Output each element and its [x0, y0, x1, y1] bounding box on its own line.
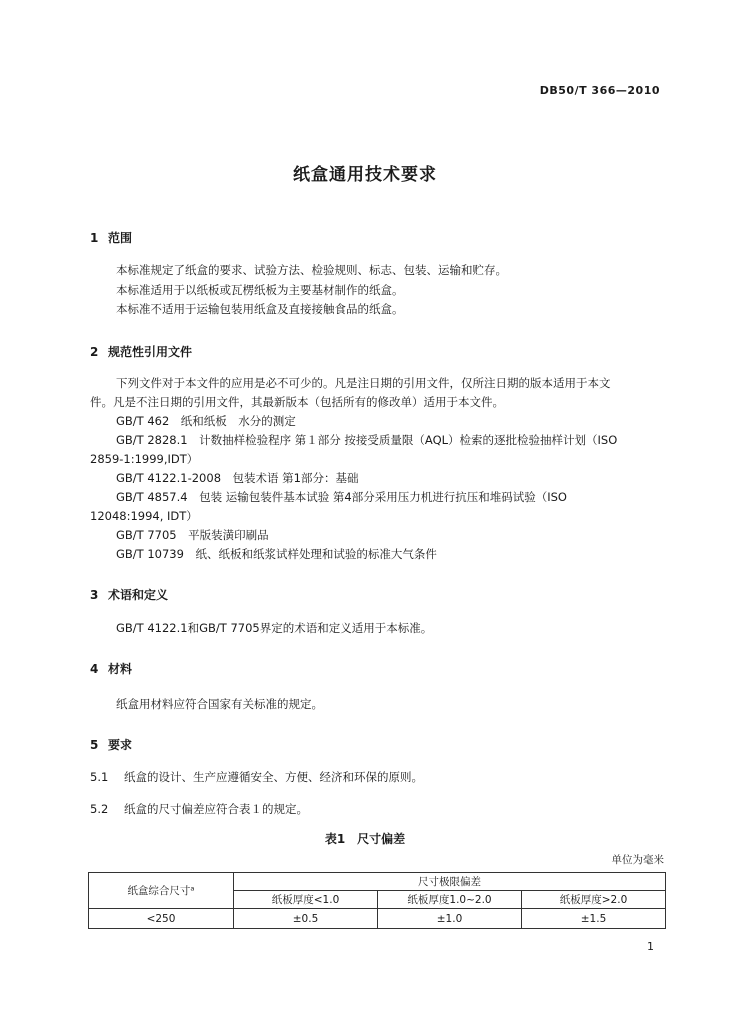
tolerance-table [88, 872, 666, 929]
reference-line: GB/T 2828.1 计数抽样检验程序 第１部分 按接受质量限（AQL）检索的逐批检验抽样计划（ISO [116, 433, 618, 447]
section-number: 1 [90, 231, 99, 245]
clause-number: 5.2 [90, 802, 109, 816]
paragraph-line: 下列文件对于本文件的应用是必不可少的。凡是注日期的引用文件，仅所注日期的版本适用于本文 [116, 376, 611, 390]
reference-line: 2859-1:1999,IDT） [90, 452, 199, 466]
section-title: 材料 [108, 662, 133, 676]
reference-line: 12048:1994, IDT） [90, 509, 198, 523]
section-4-heading [90, 660, 132, 677]
table-cell: ±0.5 [234, 909, 378, 929]
section-number: 2 [90, 345, 99, 359]
section-2-heading [90, 343, 192, 360]
section-title: 范围 [108, 231, 133, 245]
page-title: 纸盒通用技术要求 [293, 165, 437, 185]
table-cell: <250 [89, 909, 234, 929]
table-cell: ±1.5 [522, 909, 666, 929]
clause-number: 5.1 [90, 770, 109, 784]
clause-text: 纸盒的设计、生产应遵循安全、方便、经济和环保的原则。 [124, 770, 423, 784]
section-number: 3 [90, 588, 99, 602]
reference-line: GB/T 462 纸和纸板 水分的测定 [116, 414, 296, 428]
subheader-cell: 纸板厚度1.0~2.0 [378, 891, 522, 909]
table-caption: 表1 尺寸偏差 [324, 832, 406, 846]
page-number: 1 [647, 940, 654, 953]
section-title: 要求 [108, 738, 133, 752]
clause-5-2 [90, 801, 308, 817]
section-title: 术语和定义 [108, 588, 169, 602]
clause-text: 纸盒的尺寸偏差应符合表１的规定。 [124, 802, 308, 816]
reference-line: GB/T 7705 平版装潢印刷品 [116, 528, 269, 542]
table-row [89, 909, 666, 929]
section-3-heading [90, 586, 168, 603]
paragraph-line: 本标准适用于以纸板或瓦楞纸板为主要基材制作的纸盒。 [116, 283, 404, 297]
table-cell: ±1.0 [378, 909, 522, 929]
subheader-cell: 纸板厚度>2.0 [522, 891, 666, 909]
paragraph-line: 纸盒用材料应符合国家有关标准的规定。 [116, 697, 323, 711]
paragraph-line: GB/T 4122.1和GB/T 7705界定的术语和定义适用于本标准。 [116, 621, 433, 635]
section-number: 5 [90, 738, 99, 752]
clause-5-1 [90, 769, 423, 785]
section-title: 规范性引用文件 [108, 345, 193, 359]
reference-line: GB/T 4857.4 包装 运输包装件基本试验 第4部分采用压力机进行抗压和堆码试验（ISO [116, 490, 567, 504]
table-unit: 单位为毫米 [611, 854, 664, 866]
section-1-heading [90, 229, 132, 246]
header-cell-size: 纸盒综合尺寸ᵃ [89, 873, 234, 909]
header-cell-group: 尺寸极限偏差 [234, 873, 666, 891]
section-number: 4 [90, 662, 99, 676]
paragraph-line: 件。凡是不注日期的引用文件，其最新版本（包括所有的修改单）适用于本文件。 [90, 395, 504, 409]
reference-line: GB/T 4122.1-2008 包装术语 第1部分：基础 [116, 471, 359, 485]
section-5-heading [90, 736, 132, 753]
reference-line: GB/T 10739 纸、纸板和纸浆试样处理和试验的标准大气条件 [116, 547, 437, 561]
table-header-row [89, 873, 666, 891]
subheader-cell: 纸板厚度<1.0 [234, 891, 378, 909]
document-number: DB50/T 366—2010 [539, 84, 660, 97]
paragraph-line: 本标准不适用于运输包装用纸盒及直接接触食品的纸盒。 [116, 302, 404, 316]
paragraph-line: 本标准规定了纸盒的要求、试验方法、检验规则、标志、包装、运输和贮存。 [116, 263, 507, 277]
